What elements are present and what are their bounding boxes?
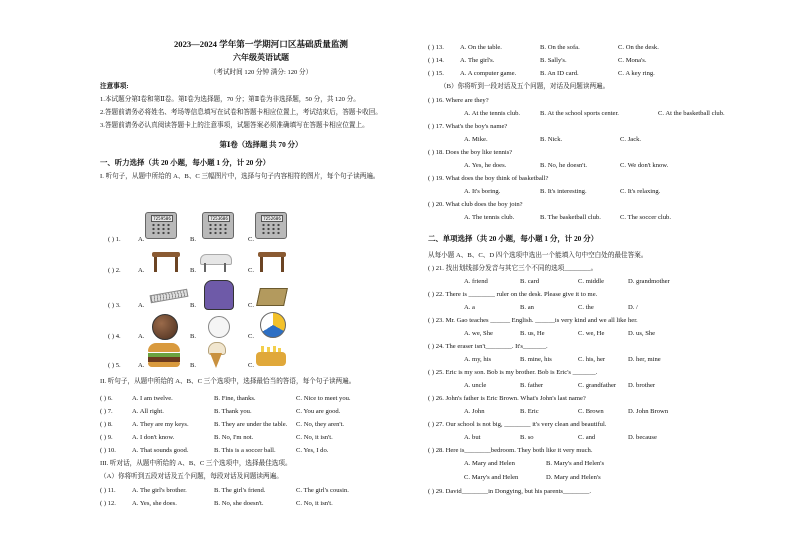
notice-heading: 注意事项: bbox=[100, 83, 129, 90]
option-label: A. bbox=[138, 267, 145, 274]
option-d: D. John Brown bbox=[628, 408, 669, 415]
section2-instruction: II. 听句子，从题中所给的 A、B、C 三个选项中，选择最恰当的答语，每个句子读两遍。 bbox=[100, 378, 356, 385]
option-label: B. bbox=[190, 236, 197, 243]
option-c: C. Mona's. bbox=[618, 57, 647, 64]
option-c: C. Nice to meet you. bbox=[296, 395, 351, 402]
option-d: D. us, She bbox=[628, 330, 656, 337]
question-stem: ( ) 19. What does the boy think of basketball? bbox=[428, 175, 549, 182]
option-a: A. A computer game. bbox=[460, 70, 517, 77]
question-stem: ( ) 26. John's father is Eric Brown. What's John's last name? bbox=[428, 395, 586, 402]
option-label: A. bbox=[138, 333, 145, 340]
option-c: C. You are good. bbox=[296, 408, 341, 415]
option-c: C. A key ring. bbox=[618, 70, 655, 77]
option-a: A. but bbox=[464, 434, 481, 441]
question-stem: ( ) 22. There is ________ ruler on the desk. Please give it to me. bbox=[428, 291, 598, 298]
option-label: A. bbox=[138, 362, 145, 369]
option-b: B. card bbox=[520, 278, 540, 285]
option-b: B. Thank you. bbox=[214, 408, 252, 415]
option-c: C. We don't know. bbox=[620, 162, 669, 169]
option-b: B. so bbox=[520, 434, 534, 441]
baseball-icon bbox=[208, 316, 230, 338]
option-b: B. Nick. bbox=[540, 136, 563, 143]
option-a: A. a bbox=[464, 304, 475, 311]
phone-number: 7253686 bbox=[208, 215, 230, 222]
exam-info: （考试时间 120 分钟 满分: 120 分） bbox=[209, 69, 313, 76]
hamburger-icon bbox=[148, 343, 180, 367]
option-b: B. They are under the table. bbox=[214, 421, 288, 428]
option-a: A. friend bbox=[464, 278, 488, 285]
option-d: D. her, mine bbox=[628, 356, 661, 363]
question-stem: ( ) 16. Where are they? bbox=[428, 97, 489, 104]
option-a: A. All right. bbox=[132, 408, 164, 415]
question-stem: ( ) 17. What's the boy's name? bbox=[428, 123, 508, 130]
option-label: A. bbox=[138, 302, 145, 309]
option-a: A. On the table. bbox=[460, 44, 502, 51]
section1-instruction: I. 听句子，从题中所给的 A、B、C 三幅图片中，选择与句子内容相符的图片，每个句子读两遍。 bbox=[100, 173, 380, 180]
option-d: D. grandmother bbox=[628, 278, 670, 285]
option-label: C. bbox=[248, 302, 255, 309]
option-c: C. No, they aren't. bbox=[296, 421, 345, 428]
option-b: B. No, she doesn't. bbox=[214, 500, 264, 507]
question-stem: ( ) 20. What club does the boy join? bbox=[428, 201, 523, 208]
option-b: B. us, He bbox=[520, 330, 545, 337]
option-label: C. bbox=[248, 362, 255, 369]
option-label: B. bbox=[190, 302, 197, 309]
question-number: ( ) 1. bbox=[108, 236, 121, 243]
section3b-instruction: （B）你将听到一段对话及五个问题，对话及问题读两遍。 bbox=[440, 83, 610, 90]
question-number: ( ) 11. bbox=[100, 487, 116, 494]
option-a: A. Yes, he does. bbox=[464, 162, 507, 169]
option-label: C. bbox=[248, 236, 255, 243]
option-c: C. At the basketball club. bbox=[658, 110, 725, 117]
question-number: ( ) 4. bbox=[108, 333, 121, 340]
option-a: A. John bbox=[464, 408, 485, 415]
option-a: A. Yes, she does. bbox=[132, 500, 177, 507]
telephone-icon bbox=[145, 212, 177, 239]
question-number: ( ) 10. bbox=[100, 447, 116, 454]
option-a: A. I am twelve. bbox=[132, 395, 173, 402]
option-b: B. an bbox=[520, 304, 534, 311]
option-b: B. father bbox=[520, 382, 544, 389]
option-a: A. At the tennis club. bbox=[464, 110, 521, 117]
option-c: C. Jack. bbox=[620, 136, 642, 143]
question-stem: ( ) 23. Mr. Gao teaches ______ English. ______is very kind and we all like her. bbox=[428, 317, 638, 324]
option-b: B. mine, his bbox=[520, 356, 552, 363]
question-stem: ( ) 27. Our school is not big, ________ it's very clean and beautiful. bbox=[428, 421, 607, 428]
option-d: D. brother bbox=[628, 382, 656, 389]
tablecloth-icon bbox=[200, 252, 230, 272]
part1-heading: 第Ⅰ卷（选择题 共 70 分） bbox=[219, 140, 303, 149]
option-a: A. uncle bbox=[464, 382, 487, 389]
option-c: C. The soccer club. bbox=[620, 214, 671, 221]
phone-number: 7259586 bbox=[151, 215, 173, 222]
option-b: B. It's interesting. bbox=[540, 188, 587, 195]
exam-title: 2023—2024 学年第一学期河口区基础质量监测 bbox=[173, 39, 349, 49]
option-b: B. On the sofa. bbox=[540, 44, 580, 51]
listening-heading: 一、听力选择（共 20 小题，每小题 1 分，计 20 分） bbox=[100, 158, 270, 167]
option-a: A. They are my keys. bbox=[132, 421, 189, 428]
option-label: C. bbox=[248, 333, 255, 340]
table-icon bbox=[258, 252, 286, 272]
question-stem: ( ) 18. Does the boy like tennis? bbox=[428, 149, 513, 156]
option-c: C. the bbox=[578, 304, 594, 311]
option-c: C. Yes, I do. bbox=[296, 447, 329, 454]
option-b: B. Mary's and Helen's bbox=[546, 460, 605, 467]
question-number: ( ) 13. bbox=[428, 44, 444, 51]
option-b: B. Sally's. bbox=[540, 57, 567, 64]
question-number: ( ) 3. bbox=[108, 302, 121, 309]
phone-number: 7252686 bbox=[261, 215, 283, 222]
option-c: C. Mary's and Helen bbox=[464, 474, 519, 481]
option-a: A. The tennis club. bbox=[464, 214, 515, 221]
option-c: C. we, He bbox=[578, 330, 605, 337]
option-c: C. his, her bbox=[578, 356, 606, 363]
option-c: C. and bbox=[578, 434, 596, 441]
telephone-icon bbox=[255, 212, 287, 239]
option-a: A. The girl's brother. bbox=[132, 487, 187, 494]
option-a: A. my, his bbox=[464, 356, 492, 363]
option-c: C. No, it isn't. bbox=[296, 434, 333, 441]
option-label: B. bbox=[190, 333, 197, 340]
option-a: A. Mike. bbox=[464, 136, 488, 143]
option-b: B. This is a soccer ball. bbox=[214, 447, 276, 454]
ruler-icon bbox=[150, 289, 189, 303]
question-stem: ( ) 24. The eraser isn't________. It's_______. bbox=[428, 343, 548, 350]
option-label: C. bbox=[248, 267, 255, 274]
option-b: B. Fine, thanks. bbox=[214, 395, 256, 402]
pencil-box-icon bbox=[256, 288, 288, 306]
question-stem: ( ) 28. Here is________bedroom. They both like it very much. bbox=[428, 447, 593, 454]
question-stem: ( ) 25. Eric is my son. Bob is my brother. Bob is Eric's _______. bbox=[428, 369, 598, 376]
telephone-icon bbox=[202, 212, 234, 239]
option-a: A. That sounds good. bbox=[132, 447, 189, 454]
question-number: ( ) 7. bbox=[100, 408, 113, 415]
option-b: B. The basketball club. bbox=[540, 214, 601, 221]
option-label: A. bbox=[138, 236, 145, 243]
volleyball-icon bbox=[260, 312, 286, 338]
option-b: B. The girl's friend. bbox=[214, 487, 266, 494]
option-a: A. It's boring. bbox=[464, 188, 501, 195]
basketball-icon bbox=[152, 314, 178, 340]
option-d: D. Mary and Helen's bbox=[546, 474, 601, 481]
option-b: B. Eric bbox=[520, 408, 539, 415]
option-a: A. The girl's. bbox=[460, 57, 495, 64]
section3-instruction: III. 听对话，从题中所给的 A、B、C 三个选项中，选择最佳选项。 bbox=[100, 460, 292, 467]
ice-cream-icon bbox=[206, 342, 226, 368]
notice-item: 3.答题前请务必认真阅读答题卡上的注意事项，试题答案必须准确填写在答题卡相应位置上。 bbox=[100, 122, 369, 129]
table-icon bbox=[152, 252, 180, 272]
question-number: ( ) 5. bbox=[108, 362, 121, 369]
question-number: ( ) 12. bbox=[100, 500, 116, 507]
option-b: B. No, I'm not. bbox=[214, 434, 254, 441]
question-stem: ( ) 21. 找出划线部分发音与其它三个不同的选项________。 bbox=[428, 265, 598, 272]
option-b: B. At the school sports center. bbox=[540, 110, 619, 117]
question-stem: ( ) 29. David________in Dongying, but his parents________. bbox=[428, 488, 591, 495]
part2-instruction: 从每小题 A、B、C、D 四个选项中选出一个能填入句中空白处的最佳答案。 bbox=[428, 252, 648, 259]
question-number: ( ) 9. bbox=[100, 434, 113, 441]
option-b: B. No, he doesn't. bbox=[540, 162, 587, 169]
option-c: C. middle bbox=[578, 278, 605, 285]
question-number: ( ) 2. bbox=[108, 267, 121, 274]
option-label: B. bbox=[190, 362, 197, 369]
question-number: ( ) 14. bbox=[428, 57, 444, 64]
option-c: C. No, it isn't. bbox=[296, 500, 333, 507]
notice-item: 1.本试题分第Ⅰ卷和第Ⅱ卷。第Ⅰ卷为选择题，70 分；第Ⅱ卷为非选择题，50 分，共 120 分。 bbox=[100, 96, 360, 103]
option-c: C. Brown bbox=[578, 408, 604, 415]
part2-heading: 二、单项选择（共 20 小题，每小题 1 分，计 20 分） bbox=[428, 234, 598, 243]
option-c: C. grandfather bbox=[578, 382, 617, 389]
question-number: ( ) 8. bbox=[100, 421, 113, 428]
option-d: D. because bbox=[628, 434, 657, 441]
option-c: C. It's relaxing. bbox=[620, 188, 661, 195]
question-number: ( ) 6. bbox=[100, 395, 113, 402]
question-number: ( ) 15. bbox=[428, 70, 444, 77]
option-a: A. Mary and Helen bbox=[464, 460, 515, 467]
option-a: A. we, She bbox=[464, 330, 493, 337]
exam-subtitle: 六年级英语试题 bbox=[233, 53, 289, 62]
option-label: B. bbox=[190, 267, 197, 274]
schoolbag-icon bbox=[204, 280, 234, 310]
option-d: D. / bbox=[628, 304, 638, 311]
french-fries-icon bbox=[256, 346, 286, 366]
option-a: A. I don't know. bbox=[132, 434, 175, 441]
section3a-instruction: （A）你将听到五段对话及五个问题，每段对话及问题读两遍。 bbox=[100, 473, 283, 480]
option-b: B. An ID card. bbox=[540, 70, 579, 77]
option-c: C. The girl's cousin. bbox=[296, 487, 349, 494]
option-c: C. On the desk. bbox=[618, 44, 659, 51]
notice-item: 2.答题前请务必将姓名、考场等信息填写在试卷和答题卡相应位置上，考试结束后，答题卡收回。 bbox=[100, 109, 382, 116]
